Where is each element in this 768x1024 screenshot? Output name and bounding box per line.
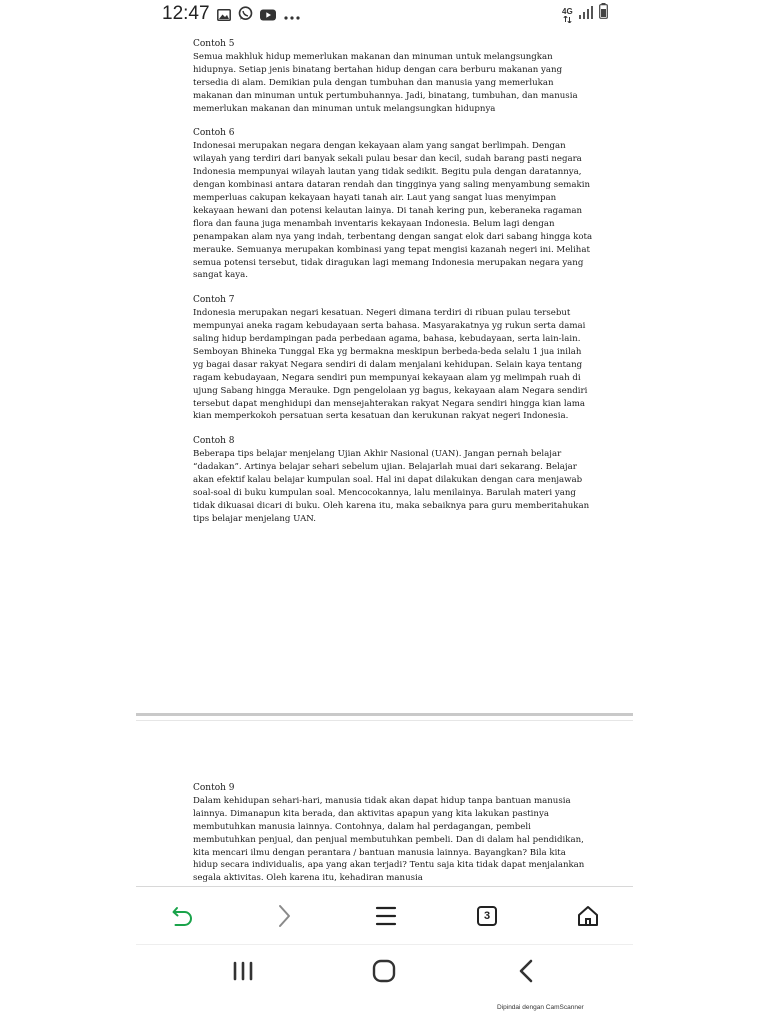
network-type: 4G bbox=[562, 7, 573, 16]
toolbar-separator bbox=[136, 944, 633, 945]
youtube-icon bbox=[260, 6, 276, 25]
undo-icon bbox=[171, 904, 195, 928]
document-page-2 bbox=[193, 782, 593, 885]
data-arrows-icon bbox=[563, 16, 572, 23]
section-body: Indonesai merupakan negara dengan kekayaan alam yang sangat berlimpah. Dengan wilayah yang terdiri dari banyak sekali pulau besar dan kecil, sudah barang pasti negara Indonesia mempunyai wilayah lautan yang tidak sedikit. Begitu pula dengan daratannya, dengan kombinasi antara dataran rendah dan tingginya yang saling menyambung semakin memperluas cakupan kekayaan hayati tanah air. Laut yang sangat luas menyimpan kekayaan hewani dan potensi kelautan lainya. Di tanah kering pun, keberaneka ragaman flora dan fauna juga menambah inventaris kekayaan Indonesia. Belum lagi dengan penampakan alam nya yang indah, terbentang dengan sangat elok dari sabang hingga kota merauke. Semuanya merupakan kombinasi yang tepat mengisi kazanah negeri ini. Melihat semua potensi tersebut, tidak diragukan lagi memang Indonesia merupakan negara yang sangat kaya. bbox=[193, 141, 593, 281]
section-heading: Contoh 9 bbox=[193, 783, 235, 793]
section-contoh-8 bbox=[193, 435, 593, 525]
recent-apps-button[interactable] bbox=[213, 946, 273, 996]
section-heading: Contoh 7 bbox=[193, 295, 235, 306]
gallery-icon bbox=[217, 6, 231, 25]
section-contoh-7 bbox=[193, 294, 593, 423]
undo-button[interactable] bbox=[153, 887, 213, 945]
section-body: Semua makhluk hidup memerlukan makanan dan minuman untuk melangsungkan hidupnya. Setiap jenis binatang bertahan hidup dengan cara berburu makanan yang tersedia di alam. Demikian pula dengan tumbuhan dan manusia yang memerlukan makanan dan minuman untuk pertumbuhannya. Jadi, binatang, tumbuhan, dan manusia memerlukan makanan dan minuman untuk melangsungkan hidupnya bbox=[193, 51, 578, 114]
section-contoh-5 bbox=[193, 38, 593, 115]
status-left-icons bbox=[217, 6, 301, 25]
section-heading: Contoh 8 bbox=[193, 436, 235, 447]
status-right-icons bbox=[562, 3, 608, 23]
section-contoh-6 bbox=[193, 127, 593, 282]
page-divider bbox=[136, 713, 633, 716]
tabs-icon bbox=[477, 906, 497, 926]
back-button[interactable] bbox=[496, 946, 556, 996]
whatsapp-icon bbox=[238, 6, 253, 25]
forward-icon bbox=[277, 904, 291, 928]
browser-toolbar bbox=[136, 886, 633, 945]
section-body: Beberapa tips belajar menjelang Ujian Akhir Nasional (UAN). Jangan pernah belajar “dadakan”. Artinya belajar sehari sebelum ujian. Belajarlah muai dari sekarang. Belajar akan efektif kalau belajar kumpulan soal. Hal ini dapat dilakukan dengan cara menjawab soal-soal di buku kumpulan soal. Mencocokannya, lalu menilainya. Barulah materi yang tidak dikuasai dicari di buku. Oleh karena itu, maka sebaiknya para guru memberitahukan tips belajar menjelang UAN. bbox=[193, 449, 590, 524]
status-time: 12:47 bbox=[162, 3, 210, 24]
home-circle-button[interactable] bbox=[354, 946, 414, 996]
section-heading: Contoh 5 bbox=[193, 39, 235, 49]
home-circle-icon bbox=[371, 958, 397, 984]
more-dots-icon bbox=[283, 6, 301, 25]
home-icon bbox=[576, 904, 600, 928]
menu-icon bbox=[375, 905, 397, 927]
system-nav-bar bbox=[0, 946, 768, 996]
section-body: Indonesia merupakan negari kesatuan. Negeri dimana terdiri di ribuan pulau tersebut mempunyai aneka ragam kebudayaan serta bahasa. Masyarakatnya yg rukun serta damai saling hidup berdampingan pada perbedaan agama, bahasa, kebudayaan, serta lain-lain. Semboyan Bhineka Tunggal Eka yg bermakna meskipun berbeda-beda selalu 1 jua inilah yg bagai dasar rakyat Negara sendiri di dalam menjalani kehidupan. Selain kaya tentang ragam kebudayaan, Negara sendiri pun mempunyai kekayaan alam yg melimpah ruah di ujung Sabang hingga Merauke. Dgn pengelolaan yg bagus, kekayaan alam Negara sendiri tersebut dapat menghidupi dan mensejahterakan rakyat Negara sendiri hingga kian lama kian memperkokoh persatuan serta kesatuan dan kerukunan rakyat negeri Indonesia. bbox=[193, 308, 588, 422]
home-button[interactable] bbox=[558, 887, 618, 945]
section-body: Dalam kehidupan sehari-hari, manusia tidak akan dapat hidup tanpa bantuan manusia lainnya. Dimanapun kita berada, dan aktivitas apapun yang kita lakukan pastinya membutuhkan manusia lainnya. Contohnya, dalam hal perdagangan, pembeli membutuhkan penjual, dan penjual membutuhkan pembeli. Dan di dalam hal pendidikan, kita mencari ilmu dengan perantara / bantuan manusia lainnya. Bayangkan? Bila kita hidup secara individualis, apa yang akan terjadi? Tentu saja kita tidak dapat menjalankan segala aktivitas. Oleh karena itu, kehadiran manusia bbox=[193, 795, 585, 884]
battery-icon bbox=[599, 3, 608, 23]
status-bar bbox=[0, 0, 768, 30]
section-heading: Contoh 6 bbox=[193, 128, 235, 139]
tabs-button[interactable] bbox=[457, 887, 517, 945]
tab-count: 3 bbox=[483, 910, 491, 922]
forward-button[interactable] bbox=[254, 887, 314, 945]
menu-button[interactable] bbox=[356, 887, 416, 945]
signal-icon bbox=[579, 4, 593, 23]
network-indicator bbox=[562, 8, 573, 23]
document-page bbox=[193, 38, 593, 538]
camscanner-watermark: Dipindai dengan CamScanner bbox=[497, 1004, 584, 1011]
recent-apps-icon bbox=[232, 961, 254, 981]
page-divider-shadow bbox=[136, 720, 633, 721]
back-icon bbox=[518, 958, 534, 984]
